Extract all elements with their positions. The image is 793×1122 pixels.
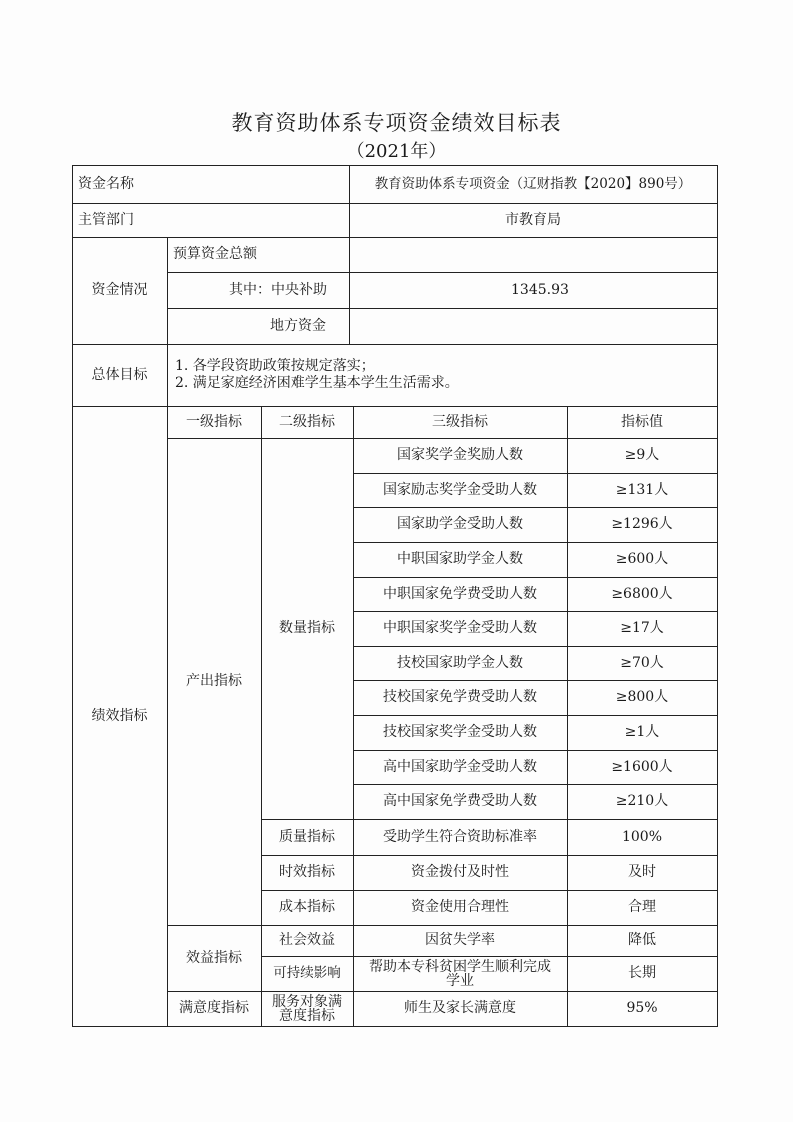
quantity-row-value: ≥131人 xyxy=(615,481,669,498)
grid-line xyxy=(353,750,718,751)
quantity-row-name: 国家奖学金奖励人数 xyxy=(397,447,523,463)
grid-line xyxy=(72,165,73,1026)
social-label: 社会效益 xyxy=(279,932,335,948)
funds-central-label: 其中：中央补助 xyxy=(229,281,327,298)
col-level1: 一级指标 xyxy=(186,413,242,430)
grid-line xyxy=(567,406,568,1026)
benefit-label: 效益指标 xyxy=(186,949,242,966)
grid-line xyxy=(353,473,718,474)
grid-line xyxy=(353,507,718,508)
cost-name: 资金使用合理性 xyxy=(411,899,509,915)
quantity-row-value: ≥210人 xyxy=(615,793,669,809)
grid-line xyxy=(72,406,718,407)
fund-name-label: 资金名称 xyxy=(78,175,134,192)
quantity-row-name: 中职国家免学费受助人数 xyxy=(383,585,537,602)
output-label: 产出指标 xyxy=(186,673,242,689)
grid-line xyxy=(261,855,718,856)
social-value: 降低 xyxy=(628,932,656,948)
grid-line xyxy=(353,611,718,612)
quantity-row-name: 技校国家免学费受助人数 xyxy=(383,689,537,705)
funds-local-value xyxy=(349,308,717,344)
grid-line xyxy=(167,406,168,1026)
quantity-row-value: ≥17人 xyxy=(620,620,664,636)
grid-line xyxy=(353,715,718,716)
funds-local-label: 地方资金 xyxy=(270,317,326,334)
quantity-row-name: 中职国家奖学金受助人数 xyxy=(383,620,537,636)
satisfaction-name: 师生及家长满意度 xyxy=(404,1000,516,1016)
grid-line xyxy=(717,165,718,1026)
quantity-label: 数量指标 xyxy=(279,620,335,636)
dept-label: 主管部门 xyxy=(78,211,134,228)
funds-total-label: 预算资金总额 xyxy=(173,246,257,262)
funds-total-value xyxy=(349,237,717,272)
grid-line xyxy=(167,344,168,406)
grid-line xyxy=(349,165,350,344)
satisfaction-value: 95% xyxy=(626,1000,658,1016)
grid-line xyxy=(167,991,718,992)
grid-line xyxy=(261,890,718,891)
cost-label: 成本指标 xyxy=(279,899,335,915)
timeliness-name: 资金拨付及时性 xyxy=(411,864,509,880)
funds-label: 资金情况 xyxy=(91,282,148,298)
grid-line xyxy=(167,438,718,439)
grid-line xyxy=(261,819,718,820)
quantity-row-name: 中职国家助学金人数 xyxy=(397,551,523,567)
sustain-value: 长期 xyxy=(628,965,656,981)
page-title: 教育资助体系专项资金绩效目标表 xyxy=(231,111,562,135)
col-level3: 三级指标 xyxy=(432,413,488,430)
col-value: 指标值 xyxy=(621,413,663,430)
quantity-row-value: ≥1人 xyxy=(624,724,660,740)
grid-line xyxy=(167,925,718,926)
grid-line xyxy=(167,272,718,273)
grid-line xyxy=(353,406,354,1026)
funds-central-value: 1345.93 xyxy=(511,281,569,298)
quantity-row-value: ≥70人 xyxy=(620,654,664,671)
quantity-row-value: ≥1600人 xyxy=(611,758,673,775)
goal-line-2: 2. 满足家庭经济困难学生基本学生生活需求。 xyxy=(175,375,459,391)
quantity-row-name: 国家励志奖学金受助人数 xyxy=(383,481,537,498)
grid-line xyxy=(72,203,718,204)
grid-line xyxy=(353,680,718,681)
social-name: 因贫失学率 xyxy=(425,932,495,948)
grid-line xyxy=(353,784,718,785)
goals-label: 总体目标 xyxy=(91,366,148,383)
perf-label: 绩效指标 xyxy=(91,707,148,724)
timeliness-value: 及时 xyxy=(628,864,656,880)
grid-line xyxy=(261,406,262,1026)
quality-name: 受助学生符合资助标准率 xyxy=(383,828,537,845)
goal-line-1: 1. 各学段资助政策按规定落实； xyxy=(175,358,375,374)
quantity-row-name: 技校国家助学金人数 xyxy=(397,654,523,671)
grid-line xyxy=(72,1026,718,1027)
grid-line xyxy=(261,956,718,957)
quality-label: 质量指标 xyxy=(279,828,335,845)
quantity-row-value: ≥1296人 xyxy=(611,516,673,532)
satisfaction-label: 满意度指标 xyxy=(179,1000,249,1016)
grid-line xyxy=(353,577,718,578)
sustain-label: 可持续影响 xyxy=(273,965,341,981)
timeliness-label: 时效指标 xyxy=(279,864,335,880)
grid-line xyxy=(167,237,168,344)
grid-line xyxy=(167,308,718,309)
quantity-row-name: 高中国家免学费受助人数 xyxy=(383,793,537,809)
quality-value: 100% xyxy=(621,828,663,845)
quantity-row-name: 高中国家助学金受助人数 xyxy=(383,758,537,775)
grid-line xyxy=(353,542,718,543)
grid-line xyxy=(72,237,718,238)
goals-text xyxy=(167,344,717,406)
fund-name-value: 教育资助体系专项资金（辽财指教【2020】890号） xyxy=(374,175,692,192)
quantity-row-value: ≥6800人 xyxy=(611,585,673,602)
cost-value: 合理 xyxy=(628,899,656,915)
grid-line xyxy=(353,646,718,647)
quantity-row-value: ≥9人 xyxy=(624,447,660,463)
quantity-row-name: 国家助学金受助人数 xyxy=(397,516,523,532)
grid-line xyxy=(72,165,718,166)
col-level2: 二级指标 xyxy=(279,413,335,430)
grid-line xyxy=(72,344,718,345)
satisfaction-sublabel: 服务对象满意度指标 xyxy=(272,993,342,1024)
quantity-row-value: ≥800人 xyxy=(615,689,669,705)
page-subtitle: （2021年） xyxy=(346,141,447,162)
quantity-row-value: ≥600人 xyxy=(615,551,669,567)
quantity-row-name: 技校国家奖学金受助人数 xyxy=(383,724,537,740)
sustain-name: 帮助本专科贫困学生顺利完成学业 xyxy=(369,958,551,989)
dept-value: 市教育局 xyxy=(505,211,561,228)
